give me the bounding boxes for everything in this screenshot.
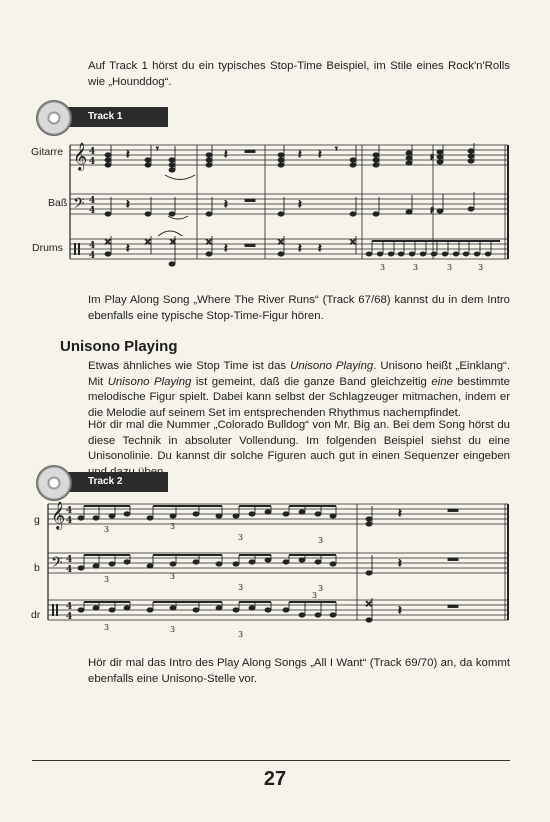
svg-text:✕: ✕ xyxy=(277,238,285,248)
svg-text:4: 4 xyxy=(89,157,96,167)
svg-text:𝄢: 𝄢 xyxy=(73,195,85,216)
svg-text:𝄽: 𝄽 xyxy=(318,241,322,255)
svg-text:✕: ✕ xyxy=(144,238,152,248)
allwant-paragraph: Hör dir mal das Intro des Play Along Songs „All I Want“ (Track 69/70) an, da kommt ebenfalls eine Unisono-Stelle vor. xyxy=(88,657,510,685)
svg-text:3: 3 xyxy=(380,263,386,272)
svg-text:3: 3 xyxy=(312,591,318,600)
svg-text:3: 3 xyxy=(478,263,484,272)
svg-text:𝄾: 𝄾 xyxy=(335,144,338,155)
svg-text:4: 4 xyxy=(66,555,73,565)
svg-text:✕: ✕ xyxy=(349,238,357,248)
svg-text:4: 4 xyxy=(66,506,73,516)
svg-text:𝄽: 𝄽 xyxy=(224,147,228,161)
svg-text:𝄽: 𝄽 xyxy=(224,241,228,255)
page-number: 27 xyxy=(263,768,287,790)
svg-text:♯: ♯ xyxy=(430,206,435,216)
svg-text:𝄽: 𝄽 xyxy=(126,197,130,211)
svg-text:4: 4 xyxy=(66,565,73,575)
svg-text:3: 3 xyxy=(170,625,176,634)
svg-text:✕: ✕ xyxy=(169,238,177,248)
svg-text:𝄽: 𝄽 xyxy=(298,241,302,255)
svg-text:♯: ♯ xyxy=(430,153,435,163)
svg-text:3: 3 xyxy=(238,533,244,542)
svg-text:4: 4 xyxy=(89,206,96,216)
svg-text:✕: ✕ xyxy=(104,238,112,248)
svg-text:𝄽: 𝄽 xyxy=(126,147,130,161)
svg-text:3: 3 xyxy=(318,536,324,545)
svg-text:4: 4 xyxy=(89,147,96,157)
instrument-label-bass: Baß xyxy=(48,197,68,209)
svg-text:𝄽: 𝄽 xyxy=(398,556,402,570)
svg-text:4: 4 xyxy=(66,602,73,612)
instrument-label-drums: Drums xyxy=(32,242,63,254)
footer-divider xyxy=(32,760,510,761)
svg-text:4: 4 xyxy=(89,241,96,251)
svg-text:4: 4 xyxy=(89,196,96,206)
track1-label: Track 1 xyxy=(88,111,123,122)
svg-text:𝄾: 𝄾 xyxy=(156,144,159,155)
svg-text:𝄽: 𝄽 xyxy=(318,147,322,161)
svg-text:4: 4 xyxy=(89,251,96,261)
svg-text:𝄽: 𝄽 xyxy=(298,147,302,161)
stoptime-paragraph: Im Play Along Song „Where The River Runs“ (Track 67/68) kannst du in dem Intro ebenfalls eine typische Stop-Time-Figur hören. xyxy=(88,294,510,322)
svg-text:𝄽: 𝄽 xyxy=(398,506,402,520)
instrument-label-b: b xyxy=(34,562,40,574)
svg-text:𝄞: 𝄞 xyxy=(51,501,66,529)
clefs-track1 xyxy=(73,142,95,261)
clefs-track2 xyxy=(51,501,72,622)
svg-text:𝄽: 𝄽 xyxy=(224,197,228,211)
instrument-label-guitar: Gitarre xyxy=(31,146,64,158)
svg-text:𝄞: 𝄞 xyxy=(73,142,88,170)
svg-text:3: 3 xyxy=(104,525,110,534)
svg-text:3: 3 xyxy=(238,630,244,639)
svg-text:𝄢: 𝄢 xyxy=(51,554,63,575)
bulldog-paragraph: Hör dir mal die Nummer „Colorado Bulldog“ von Mr. Big an. Bei dem Song hörst du diese Technik in absoluter Vollendung. Im folgenden Beispiel siehst du eine Unisonolinie. Du kannst dir solche Figuren auch gut in einen Sequenzer eingeben xyxy=(88,419,510,462)
svg-text:𝄽: 𝄽 xyxy=(126,241,130,255)
svg-text:✕: ✕ xyxy=(365,600,373,610)
triplet-marks-track2 xyxy=(104,522,323,639)
svg-text:3: 3 xyxy=(447,263,453,272)
svg-text:3: 3 xyxy=(318,584,324,593)
guitar-notes xyxy=(105,143,474,180)
instrument-label-g: g xyxy=(34,514,40,526)
section-heading: Unisono Playing xyxy=(60,338,178,355)
intro-paragraph: Auf Track 1 hörst du ein typisches Stop-Time Beispiel, im Stile eines Rock'n'Rolls wie „Hounddog“. xyxy=(88,60,510,88)
svg-text:3: 3 xyxy=(104,575,110,584)
svg-text:3: 3 xyxy=(413,263,419,272)
drum-notes xyxy=(104,231,500,266)
svg-text:3: 3 xyxy=(104,623,110,632)
svg-text:𝄽: 𝄽 xyxy=(398,603,402,617)
svg-text:3: 3 xyxy=(170,572,176,581)
svg-text:3: 3 xyxy=(170,522,176,531)
bass-notes xyxy=(105,192,474,219)
track2-label: Track 2 xyxy=(88,476,123,487)
unisono-paragraph: Etwas ähnliches wie Stop Time ist das Unisono Playing. Unisono heißt „Einklang“. Mit Unisono Playing ist gemeint, daß die ganze Band gleichzeitig eine bestimmte melodische Figur spielt. Dabei kann selbst der Schlagzeuger mitmachen, indem er die Melodie auf seinem Set im entsprechenden Rhythmus nachempfindet. xyxy=(88,360,510,419)
svg-text:4: 4 xyxy=(66,516,73,526)
svg-text:𝄽: 𝄽 xyxy=(298,197,302,211)
svg-text:3: 3 xyxy=(238,583,244,592)
instrument-label-dr: dr xyxy=(31,609,41,621)
svg-text:4: 4 xyxy=(66,612,73,622)
triplet-marks-track1 xyxy=(380,263,483,272)
svg-text:✕: ✕ xyxy=(205,238,213,248)
